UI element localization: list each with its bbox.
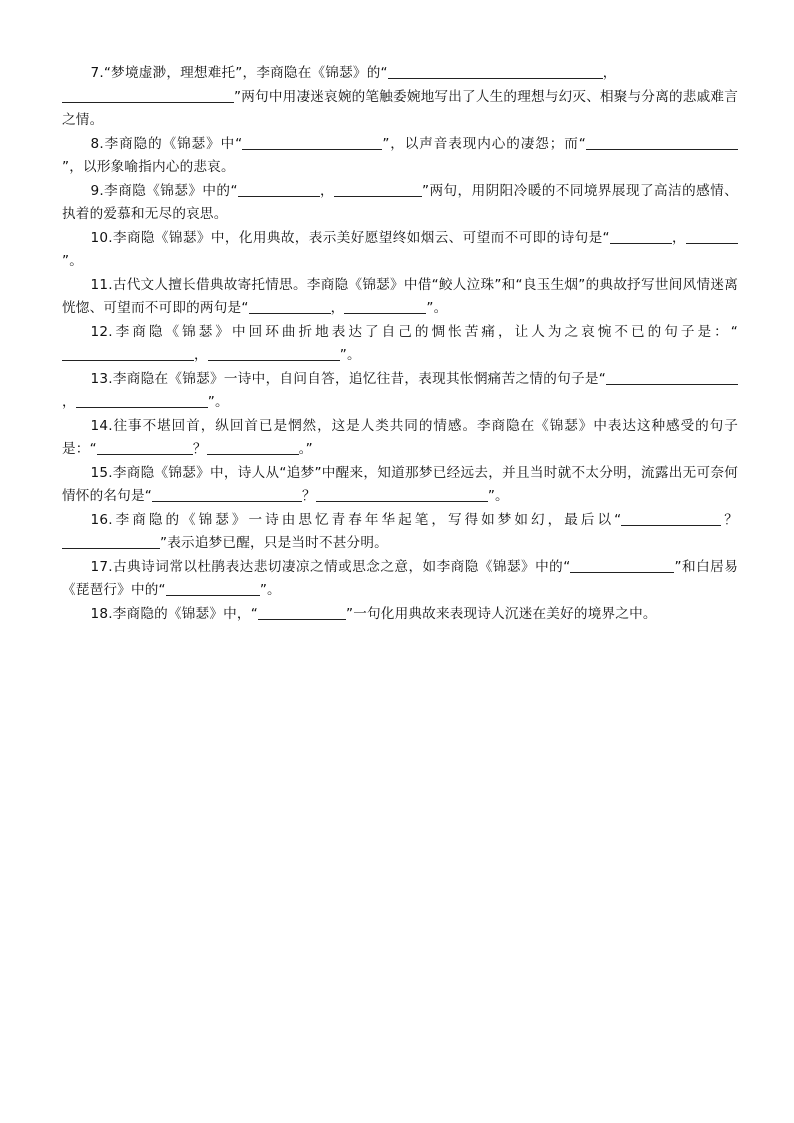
answer-blank-13a[interactable]: [606, 369, 738, 384]
question-8-text-2: ”，以声音表现内心的凄怨；而“: [382, 135, 586, 152]
answer-blank-11b[interactable]: [344, 299, 426, 314]
question-9-text-2: ，: [319, 182, 334, 199]
question-18: [62, 603, 738, 627]
question-15-text-2: ？: [302, 488, 316, 504]
question-11: [62, 274, 738, 321]
answer-blank-7b[interactable]: [62, 87, 234, 102]
question-10-text-3: ”。: [62, 253, 84, 269]
question-14-text-2: ？: [192, 441, 207, 457]
answer-blank-8b[interactable]: [586, 134, 738, 149]
question-11-text-3: ”。: [426, 300, 448, 316]
question-14-text-3: 。”: [298, 441, 313, 457]
answer-blank-14a[interactable]: [97, 440, 193, 455]
answer-blank-16b[interactable]: [62, 534, 160, 549]
question-12-text-2: ，: [194, 347, 208, 363]
question-list: [62, 62, 738, 626]
question-9-text-3: ”两句，用阴阳冷暖的不同境界展现了高洁的感情、执着的爱慕和无尽的哀思。: [62, 182, 738, 222]
answer-blank-15a[interactable]: [152, 487, 302, 502]
question-18-text-2: ”一句化用典故来表现诗人沉迷在美好的境界之中。: [345, 605, 657, 622]
question-17: [62, 556, 738, 603]
question-7: [62, 62, 738, 133]
answer-blank-10a[interactable]: [610, 228, 672, 243]
question-13-text-3: ”。: [207, 394, 229, 410]
answer-blank-17a[interactable]: [570, 557, 674, 572]
question-12-text-3: ”。: [339, 347, 361, 363]
question-16: [62, 509, 738, 556]
question-9-text-1: 9.李商隐《锦瑟》中的“: [90, 182, 238, 199]
question-7-text-2: ，: [602, 65, 617, 81]
question-12: [62, 321, 738, 368]
question-8-text-3: ”，以形象喻指内心的悲哀。: [62, 159, 235, 175]
question-13-text-1: 13.李商隐在《锦瑟》一诗中，自问自答，追忆往昔，表现其怅惘痛苦之情的句子是“: [90, 370, 606, 387]
answer-blank-14b[interactable]: [207, 440, 299, 455]
question-11-text-1: 11.古代文人擅长借典故寄托情思。李商隐《锦瑟》中借“鲛人泣珠”和“良玉生烟”的典故抒写世间风情迷离恍惚、可望而不可即的两句是“: [62, 276, 738, 316]
question-15-text-3: ”。: [487, 488, 509, 504]
answer-blank-8a[interactable]: [242, 134, 382, 149]
question-8-text-1: 8.李商隐的《锦瑟》中“: [90, 135, 243, 152]
question-13: [62, 368, 738, 415]
question-10-text-1: 10.李商隐《锦瑟》中，化用典故，表示美好愿望终如烟云、可望而不可即的诗句是“: [90, 229, 610, 246]
answer-blank-12a[interactable]: [62, 346, 194, 361]
question-15-text-1: 15.李商隐《锦瑟》中，诗人从“追梦”中醒来，知道那梦已经远去，并且当时就不太分明，流露出无可奈何情怀的名句是“: [62, 464, 738, 504]
question-7-text-3: ”两句中用凄迷哀婉的笔触委婉地写出了人生的理想与幻灭、相聚与分离的悲戚难言之情。: [62, 88, 738, 128]
question-16-text-2: ？: [721, 511, 738, 528]
answer-blank-12b[interactable]: [208, 346, 340, 361]
answer-blank-18[interactable]: [258, 604, 346, 619]
question-9: [62, 180, 738, 227]
question-16-text-3: ”表示追梦已醒，只是当时不甚分明。: [160, 535, 388, 551]
question-17-text-2: ”和白居易《琵琶行》中的“: [62, 558, 739, 598]
question-11-text-2: ，: [330, 300, 345, 316]
question-14: [62, 415, 738, 462]
question-8: [62, 133, 738, 180]
answer-blank-11a[interactable]: [249, 299, 331, 314]
question-14-text-1: 14.往事不堪回首，纵回首已是惘然，这是人类共同的情感。李商隐在《锦瑟》中表达这种感受的句子是：“: [62, 417, 738, 457]
question-17-text-3: ”。: [259, 582, 281, 598]
question-10: [62, 227, 738, 274]
question-7-text-1: 7.“梦境虚渺，理想难托”，李商隐在《锦瑟》的“: [90, 65, 388, 81]
question-12-text-1: 12.李商隐《锦瑟》中回环曲折地表达了自己的惆怅苦痛，让人为之哀惋不已的句子是：“: [90, 323, 738, 340]
question-18-text-1: 18.李商隐的《锦瑟》中，“: [90, 605, 258, 622]
answer-blank-9a[interactable]: [238, 181, 320, 196]
question-10-text-2: ，: [671, 229, 686, 246]
question-17-text-1: 17.古典诗词常以杜鹃表达悲切凄凉之情或思念之意，如李商隐《锦瑟》中的“: [90, 558, 571, 575]
answer-blank-13b[interactable]: [76, 393, 208, 408]
question-16-text-1: 16.李商隐的《锦瑟》一诗由思忆青春年华起笔，写得如梦如幻，最后以“: [90, 511, 622, 528]
answer-blank-16a[interactable]: [621, 510, 721, 525]
answer-blank-17b[interactable]: [166, 581, 260, 596]
question-13-text-2: ，: [62, 394, 76, 410]
question-15: [62, 462, 738, 509]
answer-blank-15b[interactable]: [316, 487, 488, 502]
answer-blank-7a[interactable]: [388, 64, 603, 79]
answer-blank-9b[interactable]: [334, 181, 422, 196]
answer-blank-10b[interactable]: [686, 228, 738, 243]
